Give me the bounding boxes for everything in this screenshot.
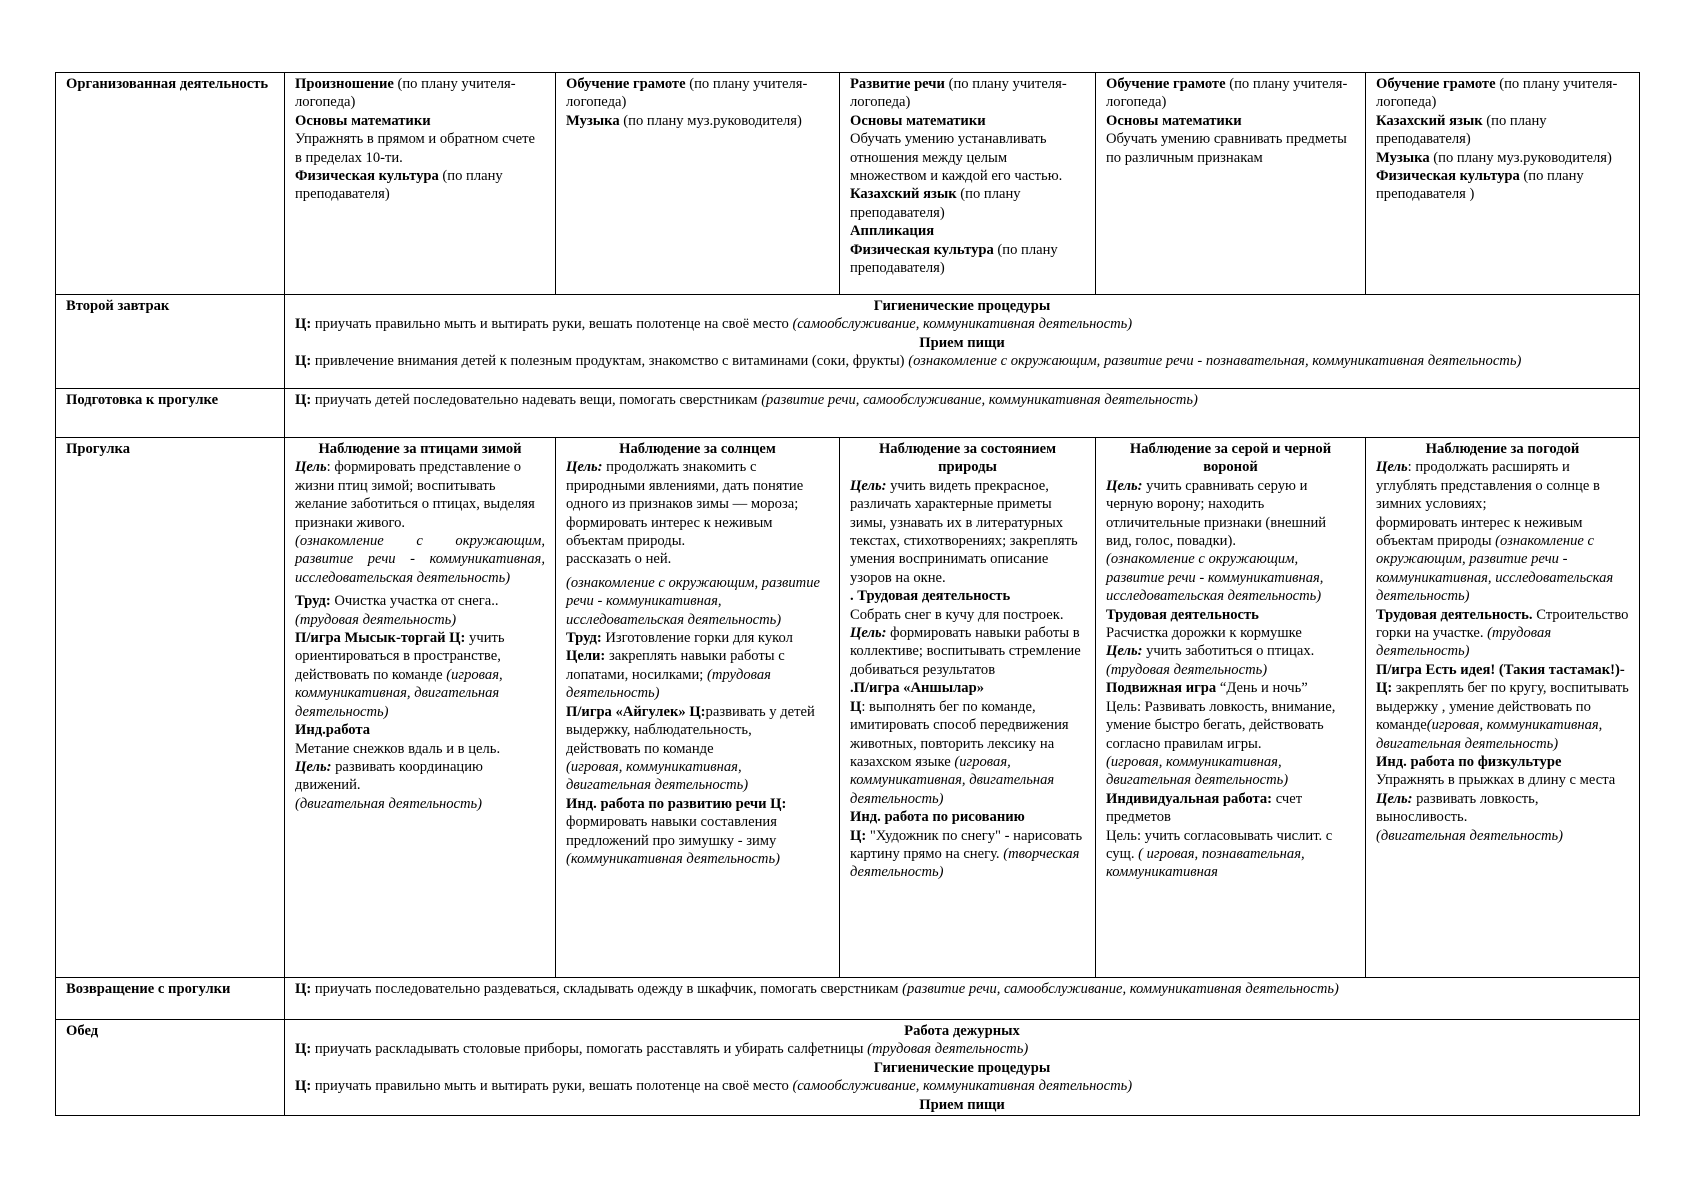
activity-line: Основы математики bbox=[1106, 112, 1242, 129]
row-label: Организованная деятельность bbox=[56, 73, 285, 295]
section-heading: Гигиенические процедуры bbox=[873, 298, 1051, 314]
activity-line: Обучение грамоте (по плану учителя-логопеда) bbox=[1376, 76, 1618, 111]
observation-title: Наблюдение за состоянием природы bbox=[878, 441, 1057, 476]
activity-line: Музыка (по плану муз.руководителя) bbox=[566, 112, 802, 129]
section-heading: Прием пищи bbox=[919, 1096, 1005, 1113]
activity-line: Казахский язык (по плану преподавателя) bbox=[850, 186, 1021, 221]
goal-text: Ц: приучать правильно мыть и вытирать руки, вешать полотенце на своё место (самообслуживание, коммуникативная деятельность) bbox=[295, 1078, 1133, 1095]
routine-cell bbox=[285, 389, 1640, 438]
observation-title: Наблюдение за серой и черной вороной bbox=[1129, 441, 1332, 476]
observation-title: Наблюдение за солнцем bbox=[619, 441, 776, 457]
routine-cell bbox=[285, 295, 1640, 389]
activity-line: Упражнять в прямом и обратном счете в пределах 10-ти. bbox=[295, 131, 535, 166]
walk-cell-5: Наблюдение за погодой Цель: продолжать расширять и углублять представления о солнце в зимних условиях; формировать интерес к неживым объектам природы (ознакомление с окружающим, развитие речи - коммуникативная, исследовательская деятельность) Трудовая деятельность. Строительство горки на участке. (трудовая деятельность) П/игра Есть идея! (Такия тастамак!)- Ц: закреплять бег по кругу, воспитывать выдержку , умение действовать по команде(игровая, коммуникативная, двигательная деятельность) Инд. работа по физкультуре Упражнять в прыжках в длину с места Цель: развивать ловкость, выносливость. (двигательная деятельность) bbox=[1366, 438, 1640, 978]
section-heading: Работа дежурных bbox=[904, 1023, 1020, 1039]
row-label: Обед bbox=[56, 1020, 285, 1116]
row-label: Возвращение с прогулки bbox=[56, 978, 285, 1020]
activity-line: Произношение (по плану учителя-логопеда) bbox=[295, 76, 516, 111]
activity-line: Основы математики bbox=[850, 112, 986, 129]
row-walk-preparation bbox=[56, 389, 1640, 438]
activity-cell bbox=[285, 73, 556, 295]
activity-line: Физическая культура (по плану преподавателя) bbox=[295, 168, 503, 203]
observation-title: Наблюдение за птицами зимой bbox=[318, 441, 522, 457]
activity-line: Музыка (по плану муз.руководителя) bbox=[1376, 149, 1612, 166]
activity-line: Развитие речи (по плану учителя-логопеда) bbox=[850, 76, 1067, 111]
goal-text: Ц: приучать раскладывать столовые приборы, помогать расставлять и убирать салфетницы (трудовая деятельность) bbox=[295, 1041, 1029, 1058]
goal-text: Ц: приучать правильно мыть и вытирать руки, вешать полотенце на своё место (самообслуживание, коммуникативная деятельность) bbox=[295, 316, 1133, 333]
routine-cell bbox=[285, 1020, 1640, 1116]
daily-plan-table bbox=[55, 72, 1640, 1116]
activity-cell bbox=[840, 73, 1096, 295]
row-second-breakfast bbox=[56, 295, 1640, 389]
walk-cell-1: Наблюдение за птицами зимой Цель: формировать представление о жизни птиц зимой; воспитывать желание заботиться о птицах, выделяя признаки живого. (ознакомление с окружающим, развитие речи - коммуникативная, исследовательская деятельность) Труд: Очистка участка от снега.. (трудовая деятельность) П/игра Мысык-торгай Ц: учить ориентироваться в пространстве, действовать по команде (игровая, коммуникативная, двигательная деятельность) Инд.работа Метание снежков вдаль и в цель. Цель: развивать координацию движений. (двигательная деятельность) bbox=[285, 438, 556, 978]
activity-line: Физическая культура (по плану преподавателя) bbox=[850, 241, 1058, 277]
walk-cell-3: Наблюдение за состоянием природы Цель: учить видеть прекрасное, различать характерные приметы зимы, узнавать их в литературных текстах, стихотворениях; закреплять умения воспринимать описание узоров на окне. . Трудовая деятельность Собрать снег в кучу для построек. Цель: формировать навыки работы в коллективе; воспитывать стремление добиваться результатов .П/игра «Аншылар» Ц: выполнять бег по команде, имитировать способ передвижения животных, повторить лексику на казахском языке (игровая, коммуникативная, двигательная деятельность) Инд. работа по рисованию Ц: "Художник по снегу" - нарисовать картину прямо на снегу. (творческая деятельность) bbox=[840, 438, 1096, 978]
routine-cell bbox=[285, 978, 1640, 1020]
row-label: Подготовка к прогулке bbox=[56, 389, 285, 438]
row-lunch bbox=[56, 1020, 1640, 1116]
activity-line: Обучать умению устанавливать отношения между целым множеством и каждой его частью. bbox=[850, 131, 1063, 185]
walk-cell-2: Наблюдение за солнцем Цель: продолжать знакомить с природными явлениями, дать понятие одного из признаков зимы — мороза; формировать интерес к неживым объектам природы. рассказать о ней. (ознакомление с окружающим, развитие речи - коммуникативная, исследовательская деятельность) Труд: Изготовление горки для кукол Цели: закреплять навыки работы с лопатами, носилками; (трудовая деятельность) П/игра «Айгулек» Ц:развивать у детей выдержку, наблюдательность, действовать по команде (игровая, коммуникативная, двигательная деятельность) Инд. работа по развитию речи Ц: формировать навыки составления предложений про зимушку - зиму (коммуникативная деятельность) bbox=[556, 438, 840, 978]
walk-cell-4: Наблюдение за серой и черной вороной Цель: учить сравнивать серую и черную ворону; находить отличительные признаки (внешний вид, голос, повадки). (ознакомление с окружающим, развитие речи - коммуникативная, исследовательская деятельность) Трудовая деятельность Расчистка дорожки к кормушке Цель: учить заботиться о птицах. (трудовая деятельность) Подвижная игра “День и ночь” Цель: Развивать ловкость, внимание, умение быстро бегать, действовать согласно правилам игры. (игровая, коммуникативная, двигательная деятельность) Индивидуальная работа: счет предметов Цель: учить согласовывать числит. с сущ. ( игровая, познавательная, коммуникативная bbox=[1096, 438, 1366, 978]
section-heading: Прием пищи bbox=[919, 334, 1005, 351]
activity-line: Обучение грамоте (по плану учителя-логопеда) bbox=[1106, 76, 1348, 111]
section-heading: Гигиенические процедуры bbox=[873, 1059, 1051, 1076]
activity-line: Казахский язык (по плану преподавателя) bbox=[1376, 112, 1547, 148]
row-organized-activity bbox=[56, 73, 1640, 295]
activity-line: Обучать умению сравнивать предметы по различным признакам bbox=[1106, 131, 1347, 166]
goal-text: Ц: привлечение внимания детей к полезным продуктам, знакомство с витаминами (соки, фрукты) (ознакомление с окружающим, развитие речи - познавательная, коммуникативная деятельность) bbox=[295, 353, 1522, 370]
goal-text: Ц: приучать детей последовательно надевать вещи, помогать сверстникам (развитие речи, самообслуживание, коммуникативная деятельность) bbox=[295, 392, 1198, 408]
row-return-from-walk bbox=[56, 978, 1640, 1020]
activity-cell bbox=[1096, 73, 1366, 295]
row-label: Второй завтрак bbox=[56, 295, 285, 389]
row-walk bbox=[56, 438, 1640, 978]
activity-cell bbox=[556, 73, 840, 295]
goal-text: Ц: приучать последовательно раздеваться, складывать одежду в шкафчик, помогать сверстникам (развитие речи, самообслуживание, коммуникативная деятельность) bbox=[295, 981, 1339, 997]
observation-title: Наблюдение за погодой bbox=[1425, 441, 1580, 457]
activity-line: Физическая культура (по плану преподавателя ) bbox=[1376, 168, 1584, 203]
activity-line: Основы математики bbox=[295, 112, 431, 129]
activity-line: Аппликация bbox=[850, 223, 935, 240]
activity-line: Обучение грамоте (по плану учителя-логопеда) bbox=[566, 76, 808, 111]
row-label: Прогулка bbox=[56, 438, 285, 978]
activity-cell bbox=[1366, 73, 1640, 295]
